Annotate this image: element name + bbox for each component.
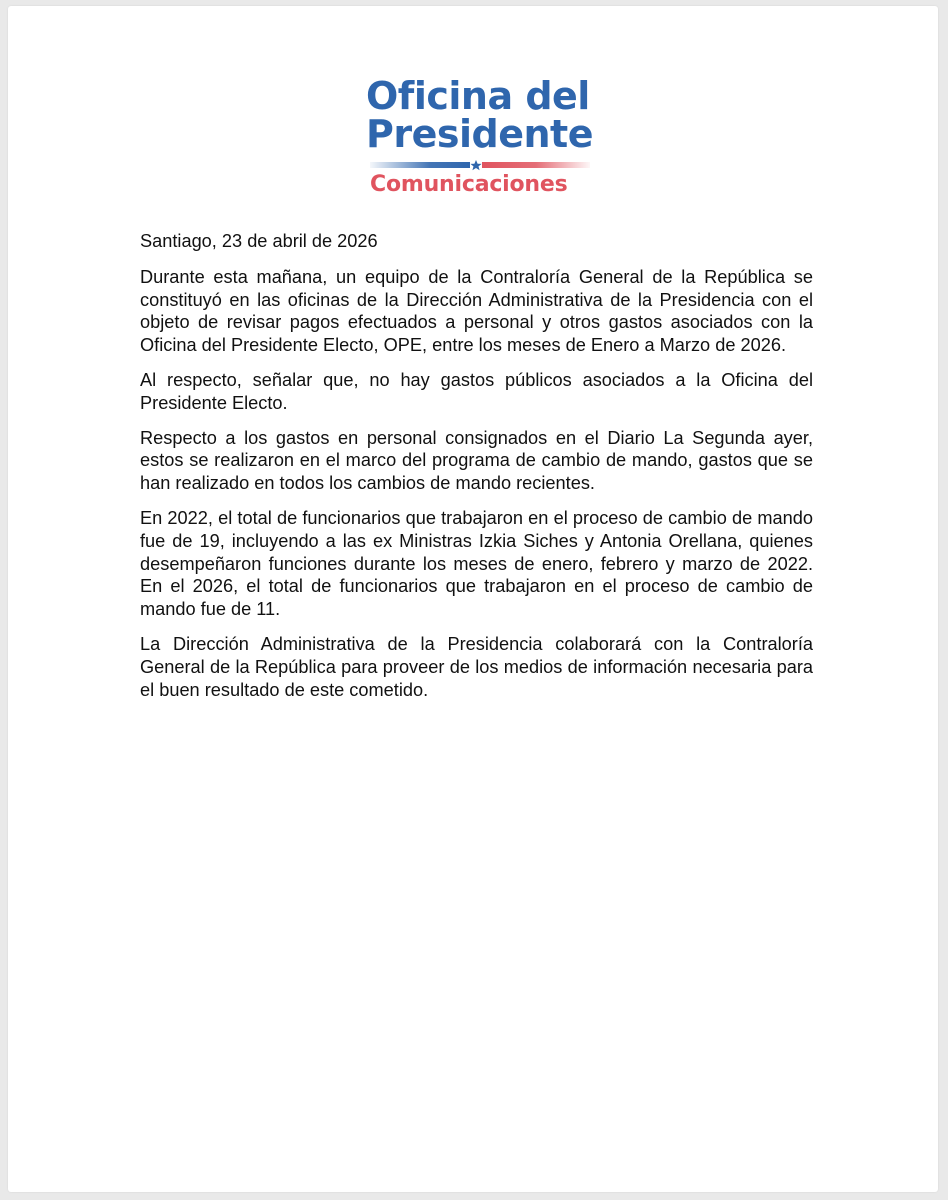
document-date: Santiago, 23 de abril de 2026 bbox=[140, 231, 378, 251]
logo-subtitle: Comunicaciones bbox=[370, 172, 568, 197]
paragraph: Al respecto, señalar que, no hay gastos públicos asociados a la Oficina del Presidente Electo. bbox=[140, 369, 813, 413]
paragraph: Durante esta mañana, un equipo de la Contraloría General de la República se constituyó en las oficinas de la Dirección Administrativa de la Presidencia con el objeto de revisar pagos efectuados a personal y otros gastos asociados con la Oficina del Presidente Electo, OPE, entre los meses de Enero a Marzo de 2026. bbox=[140, 266, 813, 356]
office-logo bbox=[360, 70, 600, 210]
paragraph: En 2022, el total de funcionarios que trabajaron en el proceso de cambio de mando fue de 19, incluyendo a las ex Ministras Izkia Siches y Antonia Orellana, quienes desempeñaron funciones durante los meses de enero, febrero y marzo de 2022. En el 2026, el total de funcionarios que trabajaron en el proceso de cambio de mando fue de 11. bbox=[140, 507, 813, 620]
logo-title-line-2: Presidente bbox=[366, 112, 593, 156]
paragraph: Respecto a los gastos en personal consignados en el Diario La Segunda ayer, estos se realizaron en el marco del programa de cambio de mando, gastos que se han realizado en todos los cambios de mando recientes. bbox=[140, 427, 813, 494]
logo-title-line-1: Oficina del bbox=[366, 74, 590, 118]
paragraph: La Dirección Administrativa de la Presidencia colaborará con la Contraloría General de la República para proveer de los medios de información necesaria para el buen resultado de este cometido. bbox=[140, 633, 813, 700]
flag-stripe-icon bbox=[370, 159, 590, 171]
document-page bbox=[8, 6, 938, 1192]
press-release-body bbox=[140, 230, 813, 713]
